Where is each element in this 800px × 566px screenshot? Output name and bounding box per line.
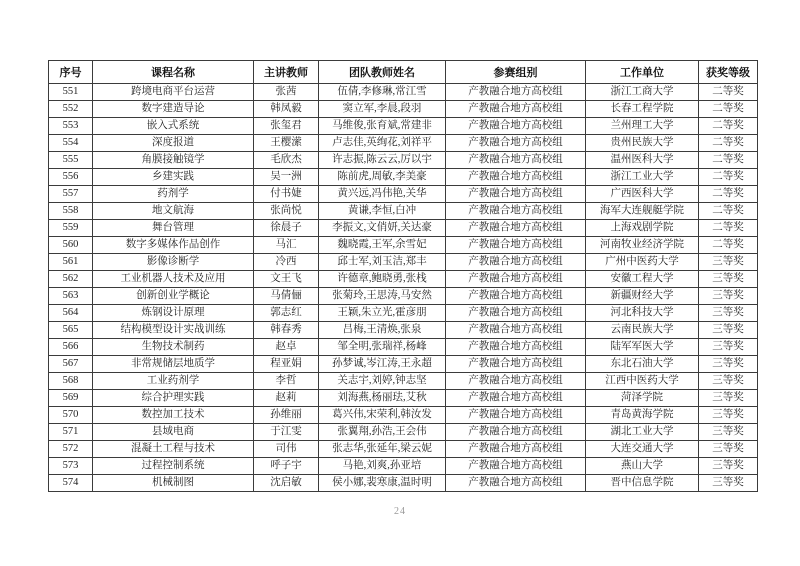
table-cell: 产教融合地方高校组 bbox=[446, 339, 586, 356]
table-cell: 河南牧业经济学院 bbox=[586, 237, 699, 254]
table-cell: 二等奖 bbox=[699, 237, 758, 254]
table-cell: 云南民族大学 bbox=[586, 322, 699, 339]
table-cell: 572 bbox=[49, 441, 93, 458]
table-cell: 安徽工程大学 bbox=[586, 271, 699, 288]
table-cell: 三等奖 bbox=[699, 288, 758, 305]
table-cell: 马倩俪 bbox=[254, 288, 319, 305]
table-cell: 长春工程学院 bbox=[586, 101, 699, 118]
table-row bbox=[49, 407, 758, 424]
table-cell: 陆军军医大学 bbox=[586, 339, 699, 356]
table-row bbox=[49, 254, 758, 271]
table-cell: 563 bbox=[49, 288, 93, 305]
table-row bbox=[49, 390, 758, 407]
table-cell: 数字多媒体作品创作 bbox=[93, 237, 254, 254]
table-row bbox=[49, 135, 758, 152]
table-cell: 产教融合地方高校组 bbox=[446, 424, 586, 441]
table-cell: 王樱潆 bbox=[254, 135, 319, 152]
table-cell: 工业药剂学 bbox=[93, 373, 254, 390]
table-cell: 马维俊,张育斌,常建非 bbox=[319, 118, 446, 135]
award-results-table bbox=[48, 60, 758, 492]
table-cell: 568 bbox=[49, 373, 93, 390]
table-cell: 566 bbox=[49, 339, 93, 356]
table-cell: 郭志红 bbox=[254, 305, 319, 322]
table-cell: 兰州理工大学 bbox=[586, 118, 699, 135]
table-cell: 创新创业学概论 bbox=[93, 288, 254, 305]
table-cell: 马艳,刘爽,孙亚培 bbox=[319, 458, 446, 475]
table-row bbox=[49, 203, 758, 220]
table-cell: 三等奖 bbox=[699, 475, 758, 492]
table-cell: 侯小娜,裴寒康,温时明 bbox=[319, 475, 446, 492]
table-cell: 药剂学 bbox=[93, 186, 254, 203]
table-row bbox=[49, 152, 758, 169]
table-cell: 大连交通大学 bbox=[586, 441, 699, 458]
table-cell: 555 bbox=[49, 152, 93, 169]
table-cell: 魏晓霞,王军,余雪妃 bbox=[319, 237, 446, 254]
table-cell: 贵州民族大学 bbox=[586, 135, 699, 152]
table-cell: 卢志佳,英绚花,刘祥平 bbox=[319, 135, 446, 152]
table-cell: 孙维丽 bbox=[254, 407, 319, 424]
table-cell: 关志宇,刘婷,钟志坚 bbox=[319, 373, 446, 390]
table-row bbox=[49, 441, 758, 458]
table-cell: 565 bbox=[49, 322, 93, 339]
table-row bbox=[49, 118, 758, 135]
table-cell: 三等奖 bbox=[699, 407, 758, 424]
table-cell: 二等奖 bbox=[699, 101, 758, 118]
table-cell: 舞台管理 bbox=[93, 220, 254, 237]
table-cell: 过程控制系统 bbox=[93, 458, 254, 475]
table-cell: 工业机器人技术及应用 bbox=[93, 271, 254, 288]
table-row bbox=[49, 373, 758, 390]
table-cell: 河北科技大学 bbox=[586, 305, 699, 322]
header-cell-award-level: 获奖等级 bbox=[699, 61, 758, 84]
table-row bbox=[49, 458, 758, 475]
table-cell: 产教融合地方高校组 bbox=[446, 101, 586, 118]
table-cell: 文王飞 bbox=[254, 271, 319, 288]
table-cell: 561 bbox=[49, 254, 93, 271]
table-cell: 炼钢设计原理 bbox=[93, 305, 254, 322]
table-cell: 综合护理实践 bbox=[93, 390, 254, 407]
table-cell: 付书婕 bbox=[254, 186, 319, 203]
table-cell: 数控加工技术 bbox=[93, 407, 254, 424]
table-cell: 三等奖 bbox=[699, 356, 758, 373]
table-cell: 二等奖 bbox=[699, 186, 758, 203]
table-cell: 产教融合地方高校组 bbox=[446, 84, 586, 101]
table-cell: 张茜 bbox=[254, 84, 319, 101]
table-cell: 产教融合地方高校组 bbox=[446, 152, 586, 169]
table-cell: 结构模型设计实战训练 bbox=[93, 322, 254, 339]
table-cell: 三等奖 bbox=[699, 390, 758, 407]
table-cell: 产教融合地方高校组 bbox=[446, 305, 586, 322]
table-cell: 569 bbox=[49, 390, 93, 407]
table-cell: 产教融合地方高校组 bbox=[446, 237, 586, 254]
table-cell: 三等奖 bbox=[699, 441, 758, 458]
table-cell: 产教融合地方高校组 bbox=[446, 407, 586, 424]
table-cell: 湖北工业大学 bbox=[586, 424, 699, 441]
table-cell: 573 bbox=[49, 458, 93, 475]
header-cell-work-unit: 工作单位 bbox=[586, 61, 699, 84]
table-cell: 产教融合地方高校组 bbox=[446, 220, 586, 237]
table-cell: 葛兴伟,宋荣利,韩汝发 bbox=[319, 407, 446, 424]
header-cell-course-name: 课程名称 bbox=[93, 61, 254, 84]
table-cell: 新疆财经大学 bbox=[586, 288, 699, 305]
table-cell: 产教融合地方高校组 bbox=[446, 186, 586, 203]
table-cell: 574 bbox=[49, 475, 93, 492]
table-row bbox=[49, 237, 758, 254]
table-cell: 558 bbox=[49, 203, 93, 220]
table-row bbox=[49, 356, 758, 373]
table-row bbox=[49, 424, 758, 441]
table-cell: 江西中医药大学 bbox=[586, 373, 699, 390]
table-cell: 李振文,文俏妍,关达豪 bbox=[319, 220, 446, 237]
table-cell: 三等奖 bbox=[699, 339, 758, 356]
table-cell: 邹全明,张瑞祥,杨峰 bbox=[319, 339, 446, 356]
table-cell: 562 bbox=[49, 271, 93, 288]
table-cell: 产教融合地方高校组 bbox=[446, 458, 586, 475]
table-cell: 乡建实践 bbox=[93, 169, 254, 186]
table-cell: 560 bbox=[49, 237, 93, 254]
table-cell: 吕梅,王清焕,张泉 bbox=[319, 322, 446, 339]
table-row bbox=[49, 271, 758, 288]
table-cell: 553 bbox=[49, 118, 93, 135]
table-cell: 冷西 bbox=[254, 254, 319, 271]
table-cell: 三等奖 bbox=[699, 458, 758, 475]
header-cell-index: 序号 bbox=[49, 61, 93, 84]
table-header-row bbox=[49, 61, 758, 84]
table-cell: 青岛黄海学院 bbox=[586, 407, 699, 424]
table-cell: 角膜接触镜学 bbox=[93, 152, 254, 169]
table-cell: 三等奖 bbox=[699, 373, 758, 390]
table-cell: 551 bbox=[49, 84, 93, 101]
table-cell: 生物技术制药 bbox=[93, 339, 254, 356]
table-cell: 产教融合地方高校组 bbox=[446, 118, 586, 135]
table-row bbox=[49, 322, 758, 339]
table-cell: 赵卓 bbox=[254, 339, 319, 356]
table-cell: 黄谦,李恒,白冲 bbox=[319, 203, 446, 220]
table-cell: 产教融合地方高校组 bbox=[446, 271, 586, 288]
table-cell: 二等奖 bbox=[699, 169, 758, 186]
table-cell: 伍倩,李修琳,常江雪 bbox=[319, 84, 446, 101]
table-cell: 张玺君 bbox=[254, 118, 319, 135]
table-cell: 嵌入式系统 bbox=[93, 118, 254, 135]
table-cell: 许德章,鲍晓勇,张栈 bbox=[319, 271, 446, 288]
table-cell: 产教融合地方高校组 bbox=[446, 373, 586, 390]
table-cell: 于江雯 bbox=[254, 424, 319, 441]
table-cell: 赵莉 bbox=[254, 390, 319, 407]
table-cell: 韩春秀 bbox=[254, 322, 319, 339]
table-cell: 554 bbox=[49, 135, 93, 152]
table-cell: 产教融合地方高校组 bbox=[446, 169, 586, 186]
table-cell: 产教融合地方高校组 bbox=[446, 203, 586, 220]
table-row bbox=[49, 186, 758, 203]
table-cell: 广西医科大学 bbox=[586, 186, 699, 203]
header-cell-competition-group: 参赛组别 bbox=[446, 61, 586, 84]
table-cell: 韩凤毅 bbox=[254, 101, 319, 118]
table-cell: 三等奖 bbox=[699, 424, 758, 441]
table-cell: 东北石油大学 bbox=[586, 356, 699, 373]
table-cell: 产教融合地方高校组 bbox=[446, 390, 586, 407]
table-cell: 程亚娟 bbox=[254, 356, 319, 373]
table-cell: 559 bbox=[49, 220, 93, 237]
table-cell: 产教融合地方高校组 bbox=[446, 135, 586, 152]
table-row bbox=[49, 305, 758, 322]
table-cell: 徐晨子 bbox=[254, 220, 319, 237]
table-cell: 张翼翔,孙浩,王会伟 bbox=[319, 424, 446, 441]
table-cell: 马汇 bbox=[254, 237, 319, 254]
table-cell: 窦立军,李晨,段羽 bbox=[319, 101, 446, 118]
table-cell: 570 bbox=[49, 407, 93, 424]
table-cell: 广州中医药大学 bbox=[586, 254, 699, 271]
table-cell: 沈启敏 bbox=[254, 475, 319, 492]
table-cell: 二等奖 bbox=[699, 152, 758, 169]
table-cell: 毛欣杰 bbox=[254, 152, 319, 169]
table-cell: 黄兴远,冯伟艳,关华 bbox=[319, 186, 446, 203]
table-cell: 浙江工商大学 bbox=[586, 84, 699, 101]
table-cell: 深度报道 bbox=[93, 135, 254, 152]
table-cell: 产教融合地方高校组 bbox=[446, 322, 586, 339]
table-cell: 三等奖 bbox=[699, 322, 758, 339]
header-cell-lead-teacher: 主讲教师 bbox=[254, 61, 319, 84]
table-cell: 浙江工业大学 bbox=[586, 169, 699, 186]
table-cell: 孙梦诚,岑江涛,王永超 bbox=[319, 356, 446, 373]
table-cell: 556 bbox=[49, 169, 93, 186]
table-cell: 机械制图 bbox=[93, 475, 254, 492]
header-cell-team-teachers: 团队教师姓名 bbox=[319, 61, 446, 84]
table-cell: 二等奖 bbox=[699, 118, 758, 135]
table-cell: 三等奖 bbox=[699, 305, 758, 322]
table-cell: 552 bbox=[49, 101, 93, 118]
table-cell: 邱士军,刘玉洁,郑丰 bbox=[319, 254, 446, 271]
table-row bbox=[49, 220, 758, 237]
table-row bbox=[49, 475, 758, 492]
table-row bbox=[49, 101, 758, 118]
table-cell: 二等奖 bbox=[699, 135, 758, 152]
table-cell: 司伟 bbox=[254, 441, 319, 458]
table-cell: 海军大连舰艇学院 bbox=[586, 203, 699, 220]
table-cell: 跨境电商平台运营 bbox=[93, 84, 254, 101]
table-cell: 564 bbox=[49, 305, 93, 322]
table-cell: 571 bbox=[49, 424, 93, 441]
table-row bbox=[49, 288, 758, 305]
table-cell: 二等奖 bbox=[699, 84, 758, 101]
table-cell: 混凝土工程与技术 bbox=[93, 441, 254, 458]
table-cell: 影像诊断学 bbox=[93, 254, 254, 271]
table-cell: 上海戏剧学院 bbox=[586, 220, 699, 237]
page-number: 24 bbox=[394, 506, 406, 517]
table-row bbox=[49, 339, 758, 356]
table-cell: 菏泽学院 bbox=[586, 390, 699, 407]
table-cell: 张菊玲,王思涛,马安然 bbox=[319, 288, 446, 305]
table-cell: 燕山大学 bbox=[586, 458, 699, 475]
table-cell: 陈前虎,周敏,李美豪 bbox=[319, 169, 446, 186]
table-cell: 产教融合地方高校组 bbox=[446, 254, 586, 271]
table-cell: 非常规储层地质学 bbox=[93, 356, 254, 373]
table-body bbox=[49, 84, 758, 492]
table-cell: 三等奖 bbox=[699, 254, 758, 271]
table-cell: 张尚悦 bbox=[254, 203, 319, 220]
table-cell: 567 bbox=[49, 356, 93, 373]
table-cell: 地文航海 bbox=[93, 203, 254, 220]
table-row bbox=[49, 84, 758, 101]
table-cell: 数字建造导论 bbox=[93, 101, 254, 118]
table-cell: 刘海燕,杨丽珐,艾秋 bbox=[319, 390, 446, 407]
table-cell: 557 bbox=[49, 186, 93, 203]
table-cell: 温州医科大学 bbox=[586, 152, 699, 169]
table-cell: 产教融合地方高校组 bbox=[446, 475, 586, 492]
table-cell: 产教融合地方高校组 bbox=[446, 288, 586, 305]
table-cell: 王颖,朱立光,霍彦朋 bbox=[319, 305, 446, 322]
table-cell: 晋中信息学院 bbox=[586, 475, 699, 492]
table-cell: 产教融合地方高校组 bbox=[446, 441, 586, 458]
table-cell: 产教融合地方高校组 bbox=[446, 356, 586, 373]
table-cell: 县域电商 bbox=[93, 424, 254, 441]
table-cell: 李哲 bbox=[254, 373, 319, 390]
table-cell: 张志华,张延年,梁云妮 bbox=[319, 441, 446, 458]
table-cell: 呼子宇 bbox=[254, 458, 319, 475]
table-cell: 吴一洲 bbox=[254, 169, 319, 186]
table-cell: 二等奖 bbox=[699, 220, 758, 237]
table-row bbox=[49, 169, 758, 186]
table-cell: 三等奖 bbox=[699, 271, 758, 288]
table-cell: 许志振,陈云云,厉以宇 bbox=[319, 152, 446, 169]
table-cell: 二等奖 bbox=[699, 203, 758, 220]
